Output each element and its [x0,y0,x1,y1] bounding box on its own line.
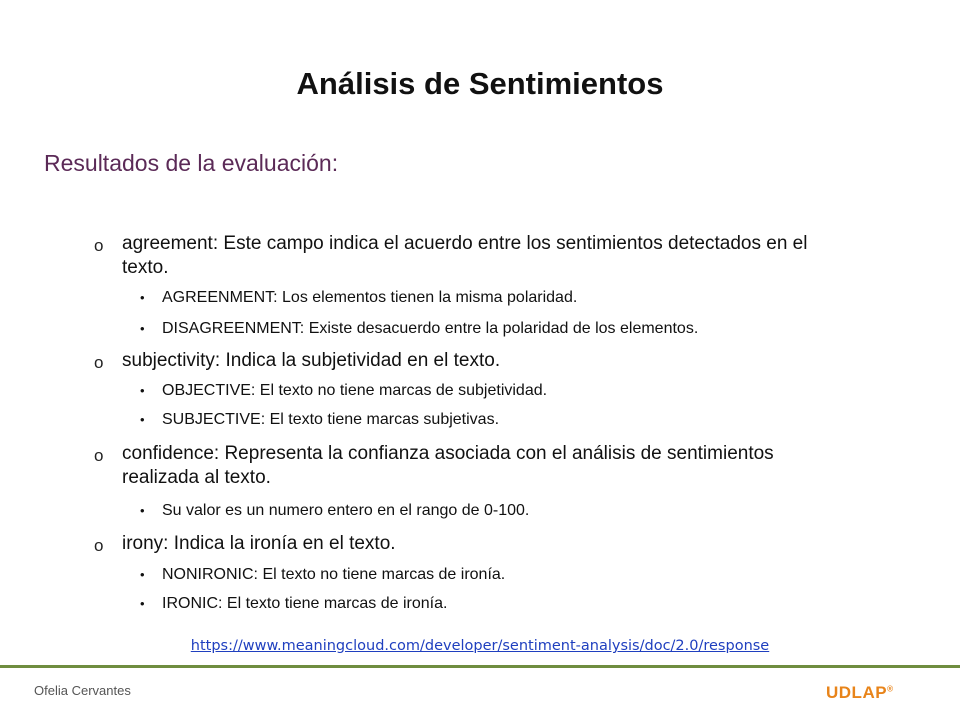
sub-bullet-text: Su valor es un numero entero en el rango de 0-100. [162,502,530,519]
sub-bullet-item [140,381,862,401]
bullet-item-confidence [94,442,812,490]
logo-text: UDLAP [826,683,888,702]
reference-link[interactable]: https://www.meaningcloud.com/developer/sentiment-analysis/doc/2.0/response [190,638,770,654]
circle-bullet-icon: o [94,353,104,372]
bullet-item-subjectivity [94,349,812,373]
bullet-text: confidence: Representa la confianza asociada con el análisis de sentimientos realizada al texto. [122,443,774,488]
sub-bullet-item [140,288,862,308]
sub-bullet-text: OBJECTIVE: El texto no tiene marcas de subjetividad. [162,382,548,399]
dot-bullet-icon: • [140,596,145,611]
bullet-text: irony: Indica la ironía en el texto. [122,533,396,554]
sub-bullet-item [140,410,862,430]
udlap-logo [826,683,893,703]
sub-bullet-item [140,594,862,614]
sub-bullet-text: IRONIC: El texto tiene marcas de ironía. [162,595,448,612]
dot-bullet-icon: • [140,321,145,336]
circle-bullet-icon: o [94,236,104,255]
sub-bullet-text: SUBJECTIVE: El texto tiene marcas subjetivas. [162,411,500,428]
dot-bullet-icon: • [140,503,145,518]
bullet-text: subjectivity: Indica la subjetividad en el texto. [122,350,501,371]
circle-bullet-icon: o [94,446,104,465]
dot-bullet-icon: • [140,383,145,398]
sub-bullet-item [140,319,862,339]
registered-mark: ® [887,684,894,694]
sub-bullet-item [140,501,862,521]
footer-divider [0,665,960,668]
slide-subtitle: Resultados de la evaluación: [44,150,339,176]
dot-bullet-icon: • [140,567,145,582]
circle-bullet-icon: o [94,536,104,555]
bullet-text: agreement: Este campo indica el acuerdo entre los sentimientos detectados en el texto. [122,233,808,278]
sub-bullet-text: DISAGREENMENT: Existe desacuerdo entre la polaridad de los elementos. [162,320,699,337]
dot-bullet-icon: • [140,290,145,305]
footer-author: Ofelia Cervantes [34,683,131,698]
dot-bullet-icon: • [140,412,145,427]
bullet-item-irony [94,532,812,556]
sub-bullet-item [140,565,862,585]
slide-title: Análisis de Sentimientos [296,66,664,101]
bullet-list [0,232,960,614]
sub-bullet-text: NONIRONIC: El texto no tiene marcas de ironía. [162,566,506,583]
sub-bullet-text: AGREENMENT: Los elementos tienen la misma polaridad. [162,289,578,306]
bullet-item-agreement [94,232,812,280]
